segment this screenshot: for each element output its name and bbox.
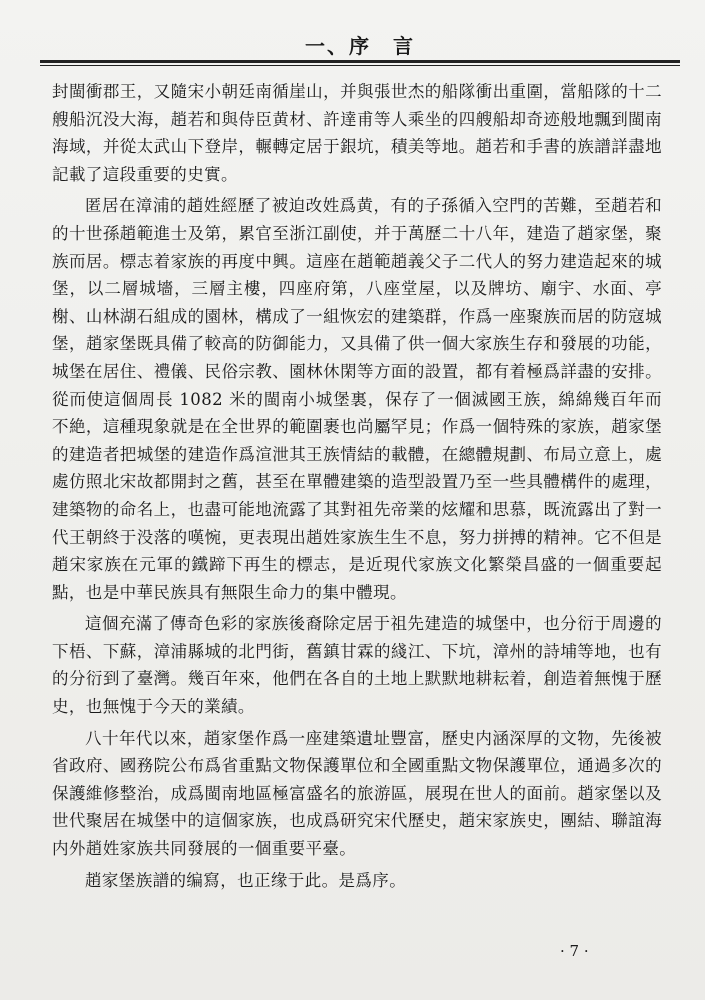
paragraph-heritage-protection: 八十年代以來，趙家堡作爲一座建築遺址豐富，歷史内涵深厚的文物，先後被省政府、國務院公布爲省重點文物保護單位和全國重點文物保護單位，通過多次的保護維修整治，成爲閩南地區極富盛名的旅游區，展現在世人的面前。趙家堡以及世代聚居在城堡中的這個家族，也成爲研究宋代歷史，趙宋家族史，團結、聯誼海内外趙姓家族共同發展的一個重要平臺。 xyxy=(52,728,662,859)
header-rule-thin xyxy=(40,65,680,66)
page-number: · 7 · xyxy=(560,942,589,960)
preface-body xyxy=(52,78,662,898)
paragraph-zhao-family-castle: 匿居在漳浦的趙姓經歷了被迫改姓爲黄，有的子孫循入空門的苦難，至趙若和的十世孫趙範進士及第，累官至浙江副使，并于萬歷二十八年，建造了趙家堡，聚族而居。標志着家族的再度中興。這座在趙範趙義父子二代人的努力建造起來的城堡，以二層城墻，三層主樓，四座府第，八座堂屋，以及牌坊、廟宇、水面、亭榭、山林湖石組成的園林，構成了一組恢宏的建築群，作爲一座聚族而居的防寇城堡，趙家堡既具備了較高的防御能力，又具備了供一個大家族生存和發展的功能，城堡在居住、禮儀、民俗宗教、園林休閑等方面的設置，都有着極爲詳盡的安排。從而使這個周長 1082 米的閩南小城堡裏，保存了一個滅國王族，綿綿幾百年而不絶，這種現象就是在全世界的範圍裹也尚屬罕見；作爲一個特殊的家族，趙家堡的建造者把城堡的建造作爲渲泄其王族情結的載體，在總體規劃、布局立意上，處處仿照北宋故都開封之舊，甚至在單體建築的造型設置乃至一些具體構件的處理，建築物的命名上，也盡可能地流露了其對祖先帝業的炫耀和思慕，既流露出了對一代王朝終于没落的嘆惋，更表現出趙姓家族生生不息，努力拼搏的精神。它不但是趙宋家族在元軍的鐵蹄下再生的標志，是近現代家族文化繁榮昌盛的一個重要起點，也是中華民族具有無限生命力的集中體現。 xyxy=(52,196,662,602)
page-header xyxy=(40,28,680,68)
paragraph-closing: 趙家堡族譜的编寫，也正缘于此。是爲序。 xyxy=(85,870,407,890)
chapter-title: 一、序 言 xyxy=(305,34,415,58)
paragraph-descendants: 這個充滿了傳奇色彩的家族後裔除定居于祖先建造的城堡中，也分衍于周邊的下梧、下蘇，漳浦縣城的北門街，舊鎮甘霖的綫江、下坑，漳州的詩埔等地，也有的分衍到了臺灣。幾百年來，他們在各自的土地上默默地耕耘着，創造着無愧于歷史，也無愧于今天的業績。 xyxy=(52,614,662,717)
paragraph-continuation: 封閩衝郡王，又隨宋小朝廷南循崖山，并與張世杰的船隊衝出重圍，當船隊的十二艘船沉没大海，趙若和與侍臣黄材、許達甫等人乘坐的四艘船却奇迹般地飄到閩南海域，并從太武山下登岸，輾轉定居于銀坑，積美等地。趙若和手書的族譜詳盡地記載了這段重要的史實。 xyxy=(52,82,662,184)
header-rule-thick xyxy=(40,60,680,63)
